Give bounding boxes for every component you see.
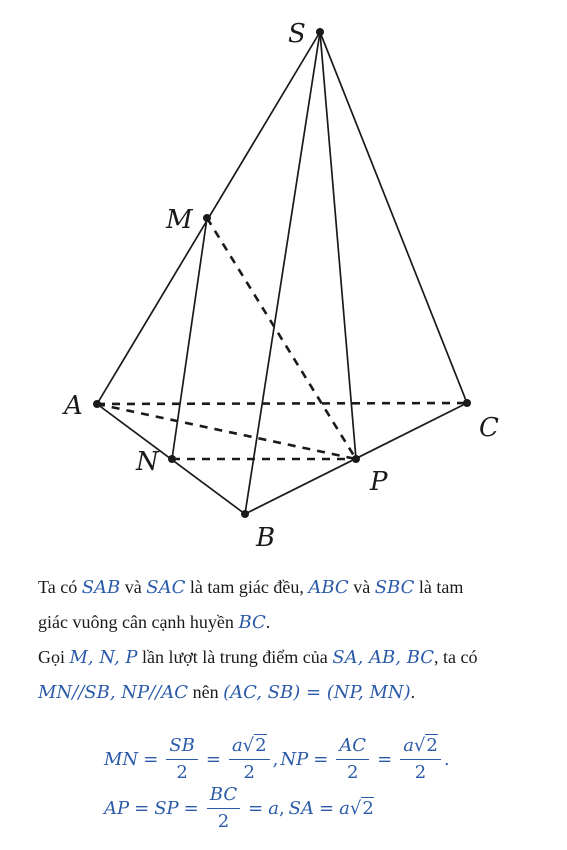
text-run: và	[348, 577, 375, 597]
point-B	[241, 510, 249, 518]
frac-den: 2	[176, 762, 188, 783]
eq1-frac-asqrt2-b	[400, 735, 441, 784]
point-N	[168, 455, 176, 463]
point-S	[316, 28, 324, 36]
edge-SP	[320, 32, 356, 459]
point-C	[463, 399, 471, 407]
point-M	[203, 214, 211, 222]
eq1-lhs: MN	[104, 749, 139, 770]
frac-num: a√2	[400, 735, 441, 760]
eq1-end: .	[443, 749, 450, 770]
text-line-1	[38, 570, 548, 605]
text-run: Ta có	[38, 577, 82, 597]
math-sa-ab-bc: SA, AB, BC	[332, 647, 435, 668]
frac-num: AC	[336, 735, 369, 760]
math-parallel-relations: MN//SB, NP//AC	[38, 682, 189, 703]
math-mnp: M, N, P	[69, 647, 138, 668]
equation-1: MN = $\frac{SB}{2}$ = $\frac{a√2}{2}$ , NP = $\frac{AC}{2}$ = $\frac{a√2}{2}$ .	[104, 735, 450, 783]
frac-num: SB	[166, 735, 198, 760]
eq2-ap: AP	[104, 798, 130, 819]
edge-SB	[245, 32, 320, 514]
point-P	[352, 455, 360, 463]
frac-den: 2	[346, 762, 359, 783]
eq2-a: a	[268, 798, 279, 819]
text-run: là tam	[414, 577, 464, 597]
text-line-3	[38, 640, 548, 675]
eq1-frac-ac	[336, 735, 369, 784]
frac-num: BC	[207, 784, 240, 809]
solution-text	[38, 570, 548, 710]
text-run: .	[265, 612, 271, 632]
text-run: , ta có	[434, 647, 478, 667]
edge-SC	[320, 32, 467, 403]
frac-den: 2	[243, 762, 255, 783]
equation-2: AP = SP = $\frac{BC}{2}$ = a , SA = a√2	[104, 784, 374, 832]
text-run: nên	[188, 682, 224, 702]
eq1-frac-sb	[166, 735, 198, 784]
math-bc: BC	[238, 612, 266, 633]
label-S: S	[288, 19, 306, 49]
text-line-4	[38, 675, 548, 710]
label-C: C	[479, 413, 499, 443]
text-run: và	[120, 577, 147, 597]
eq1-np: NP	[280, 749, 309, 770]
text-run: lần lượt là trung điểm của	[137, 647, 333, 667]
eq1-frac-asqrt2	[229, 735, 270, 784]
math-abc: ABC	[308, 577, 349, 598]
math-sbc: SBC	[374, 577, 415, 598]
edge-MP-dashed	[207, 218, 356, 459]
eq2-sa: SA	[288, 798, 315, 819]
eq2-sp: SP	[154, 798, 179, 819]
label-A: A	[64, 391, 83, 421]
label-P: P	[370, 467, 388, 497]
math-sab: SAB	[81, 577, 121, 598]
frac-den: 2	[217, 811, 230, 832]
text-line-2	[38, 605, 548, 640]
text-run: là tam giác đều,	[185, 577, 309, 597]
math-sac: SAC	[146, 577, 186, 598]
text-run: Gọi	[38, 647, 70, 667]
text-run: giác vuông cân cạnh huyền	[38, 612, 239, 632]
point-A	[93, 400, 101, 408]
frac-num: a√2	[229, 735, 270, 760]
label-N: N	[136, 447, 159, 477]
edge-AC-dashed	[97, 403, 467, 404]
math-angle-equality: (AC, SB) = (NP, MN)	[223, 682, 411, 703]
eq2-frac-bc	[207, 784, 240, 833]
frac-den: 2	[414, 762, 427, 783]
label-B: B	[256, 523, 276, 553]
eq2-asqrt2: a√2	[339, 798, 374, 819]
label-M: M	[166, 205, 193, 235]
text-run: .	[410, 682, 416, 702]
